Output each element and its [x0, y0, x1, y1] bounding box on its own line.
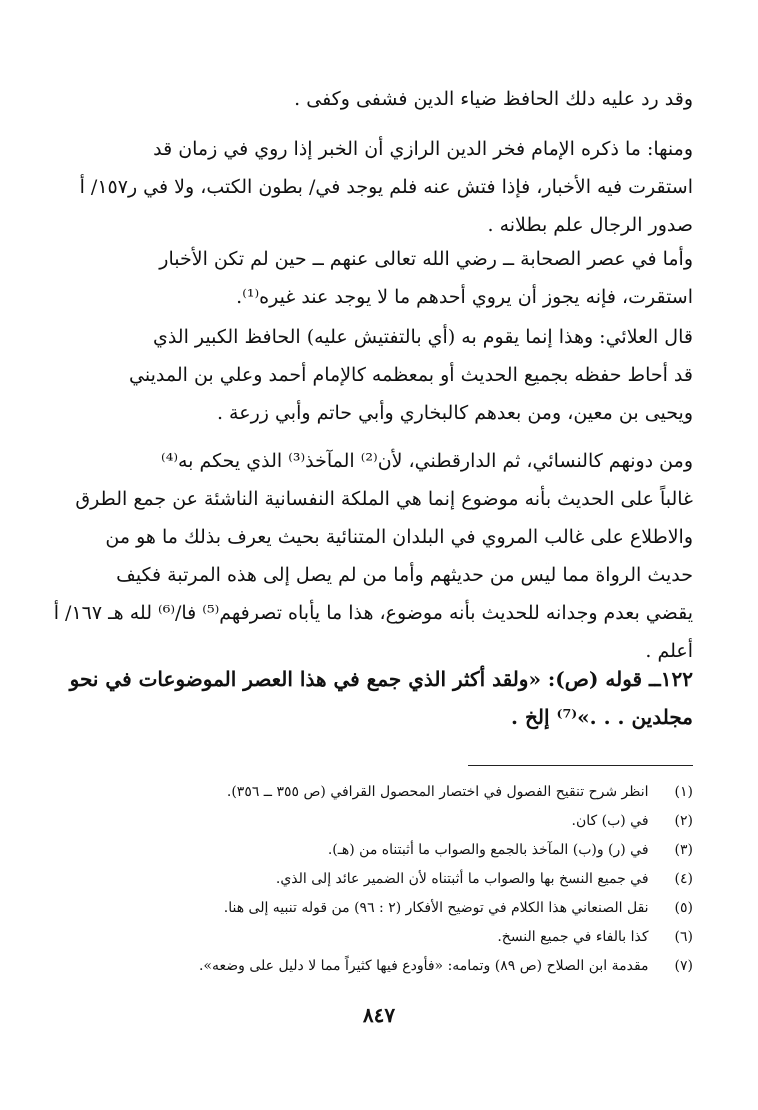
- footnote-text: في جميع النسخ بها والصواب ما أثبتناه لأن الضمير عائد إلى الذي.: [275, 871, 649, 887]
- text-line: قال العلائي: وهذا إنما يقوم به (أي بالتفتيش عليه) الحافظ الكبير الذي: [152, 326, 693, 348]
- footnote-text: في (ر) و(ب) المآخذ بالجمع والصواب ما أثبتناه من (هـ).: [327, 842, 649, 858]
- text-line: ومنها: ما ذكره الإمام فخر الدين الرازي أن الخبر إذا روي في زمان قد: [153, 138, 693, 160]
- text-line: صدور الرجال علم بطلانه .: [487, 214, 693, 236]
- footnote-item: [120, 807, 693, 836]
- text-line: ومن دونهم كالنسائي، ثم الدارقطني، لأن⁽²⁾ المآخذ⁽³⁾ الذي يحكم به⁽⁴⁾: [161, 450, 693, 472]
- text-line: غالباً على الحديث بأنه موضوع إنما هي الملكة النفسانية الناشئة عن جمع الطرق: [75, 488, 693, 510]
- paragraph-3: [58, 240, 693, 316]
- footnote-item: [120, 778, 693, 807]
- footnote-number: (٥): [674, 900, 693, 916]
- paragraph-2: [58, 130, 693, 244]
- footnote-text: في (ب) كان.: [571, 813, 649, 829]
- footnotes-list: [120, 778, 693, 981]
- text-line: وقد رد عليه دلك الحافظ ضياء الدين فشفى وكفى .: [294, 88, 693, 110]
- text-line: قد أحاط حفظه بجميع الحديث أو بمعظمه كالإمام أحمد وعلي بن المديني: [129, 364, 693, 386]
- paragraph-4: [58, 318, 693, 432]
- footnote-item: [120, 923, 693, 952]
- text-line: استقرت، فإنه يجوز أن يروي أحدهم ما لا يوجد عند غيره⁽¹⁾.: [236, 286, 693, 308]
- footnote-item: [120, 894, 693, 923]
- text-line: استقرت فيه الأخبار، فإذا فتش عنه فلم يوجد في/ بطون الكتب، ولا في ر١٥٧/ أ: [79, 176, 693, 198]
- footnote-item: [120, 952, 693, 981]
- footnote-number: (٦): [674, 929, 693, 945]
- paragraph-5: [53, 442, 693, 670]
- footnote-number: (١): [674, 784, 693, 800]
- footnote-item: [120, 836, 693, 865]
- footnote-text: انظر شرح تنقيح الفصول في اختصار المحصول القرافي (ص ٣٥٥ ــ ٣٥٦).: [226, 784, 649, 800]
- paragraph-1: [58, 80, 693, 118]
- text-line: مجلدين . . .»⁽⁷⁾ إلخ .: [511, 705, 693, 729]
- footnote-text: مقدمة ابن الصلاح (ص ٨٩) وتمامه: «فأودع فيها كثيراً مما لا دليل على وضعه».: [198, 958, 649, 974]
- text-line: ١٢٢ــ قوله (ص): «ولقد أكثر الذي جمع في هذا العصر الموضوعات في نحو: [69, 667, 693, 691]
- text-line: وأما في عصر الصحابة ــ رضي الله تعالى عنهم ــ حين لم تكن الأخبار: [159, 248, 693, 270]
- footnote-divider: [468, 765, 693, 766]
- footnote-text: كذا بالفاء في جميع النسخ.: [497, 929, 649, 945]
- footnote-item: [120, 865, 693, 894]
- footnote-number: (٢): [674, 813, 693, 829]
- footnote-number: (٤): [674, 871, 693, 887]
- footnote-text: نقل الصنعاني هذا الكلام في توضيح الأفكار (٢ : ٩٦) من قوله تنبيه إلى هنا.: [223, 900, 649, 916]
- text-line: حديث الرواة مما ليس من حديثهم وأما من لم يصل إلى هذه المرتبة فكيف: [116, 564, 693, 586]
- footnote-number: (٣): [674, 842, 693, 858]
- page-number: ٨٤٧: [362, 1003, 396, 1027]
- numbered-entry-122: [58, 660, 693, 736]
- text-line: يقضي بعدم وجدانه للحديث بأنه موضوع، هذا ما يأباه تصرفهم⁽⁵⁾ فا/⁽⁶⁾ لله هـ ١٦٧/ أ: [53, 602, 693, 624]
- text-line: أعلم .: [645, 640, 693, 662]
- text-line: ويحيى بن معين، ومن بعدهم كالبخاري وأبي حاتم وأبي زرعة .: [216, 402, 693, 424]
- footnote-number: (٧): [674, 958, 693, 974]
- text-line: والاطلاع على غالب المروي في البلدان المتنائية بحيث يعرف بذلك ما هو من: [105, 526, 693, 548]
